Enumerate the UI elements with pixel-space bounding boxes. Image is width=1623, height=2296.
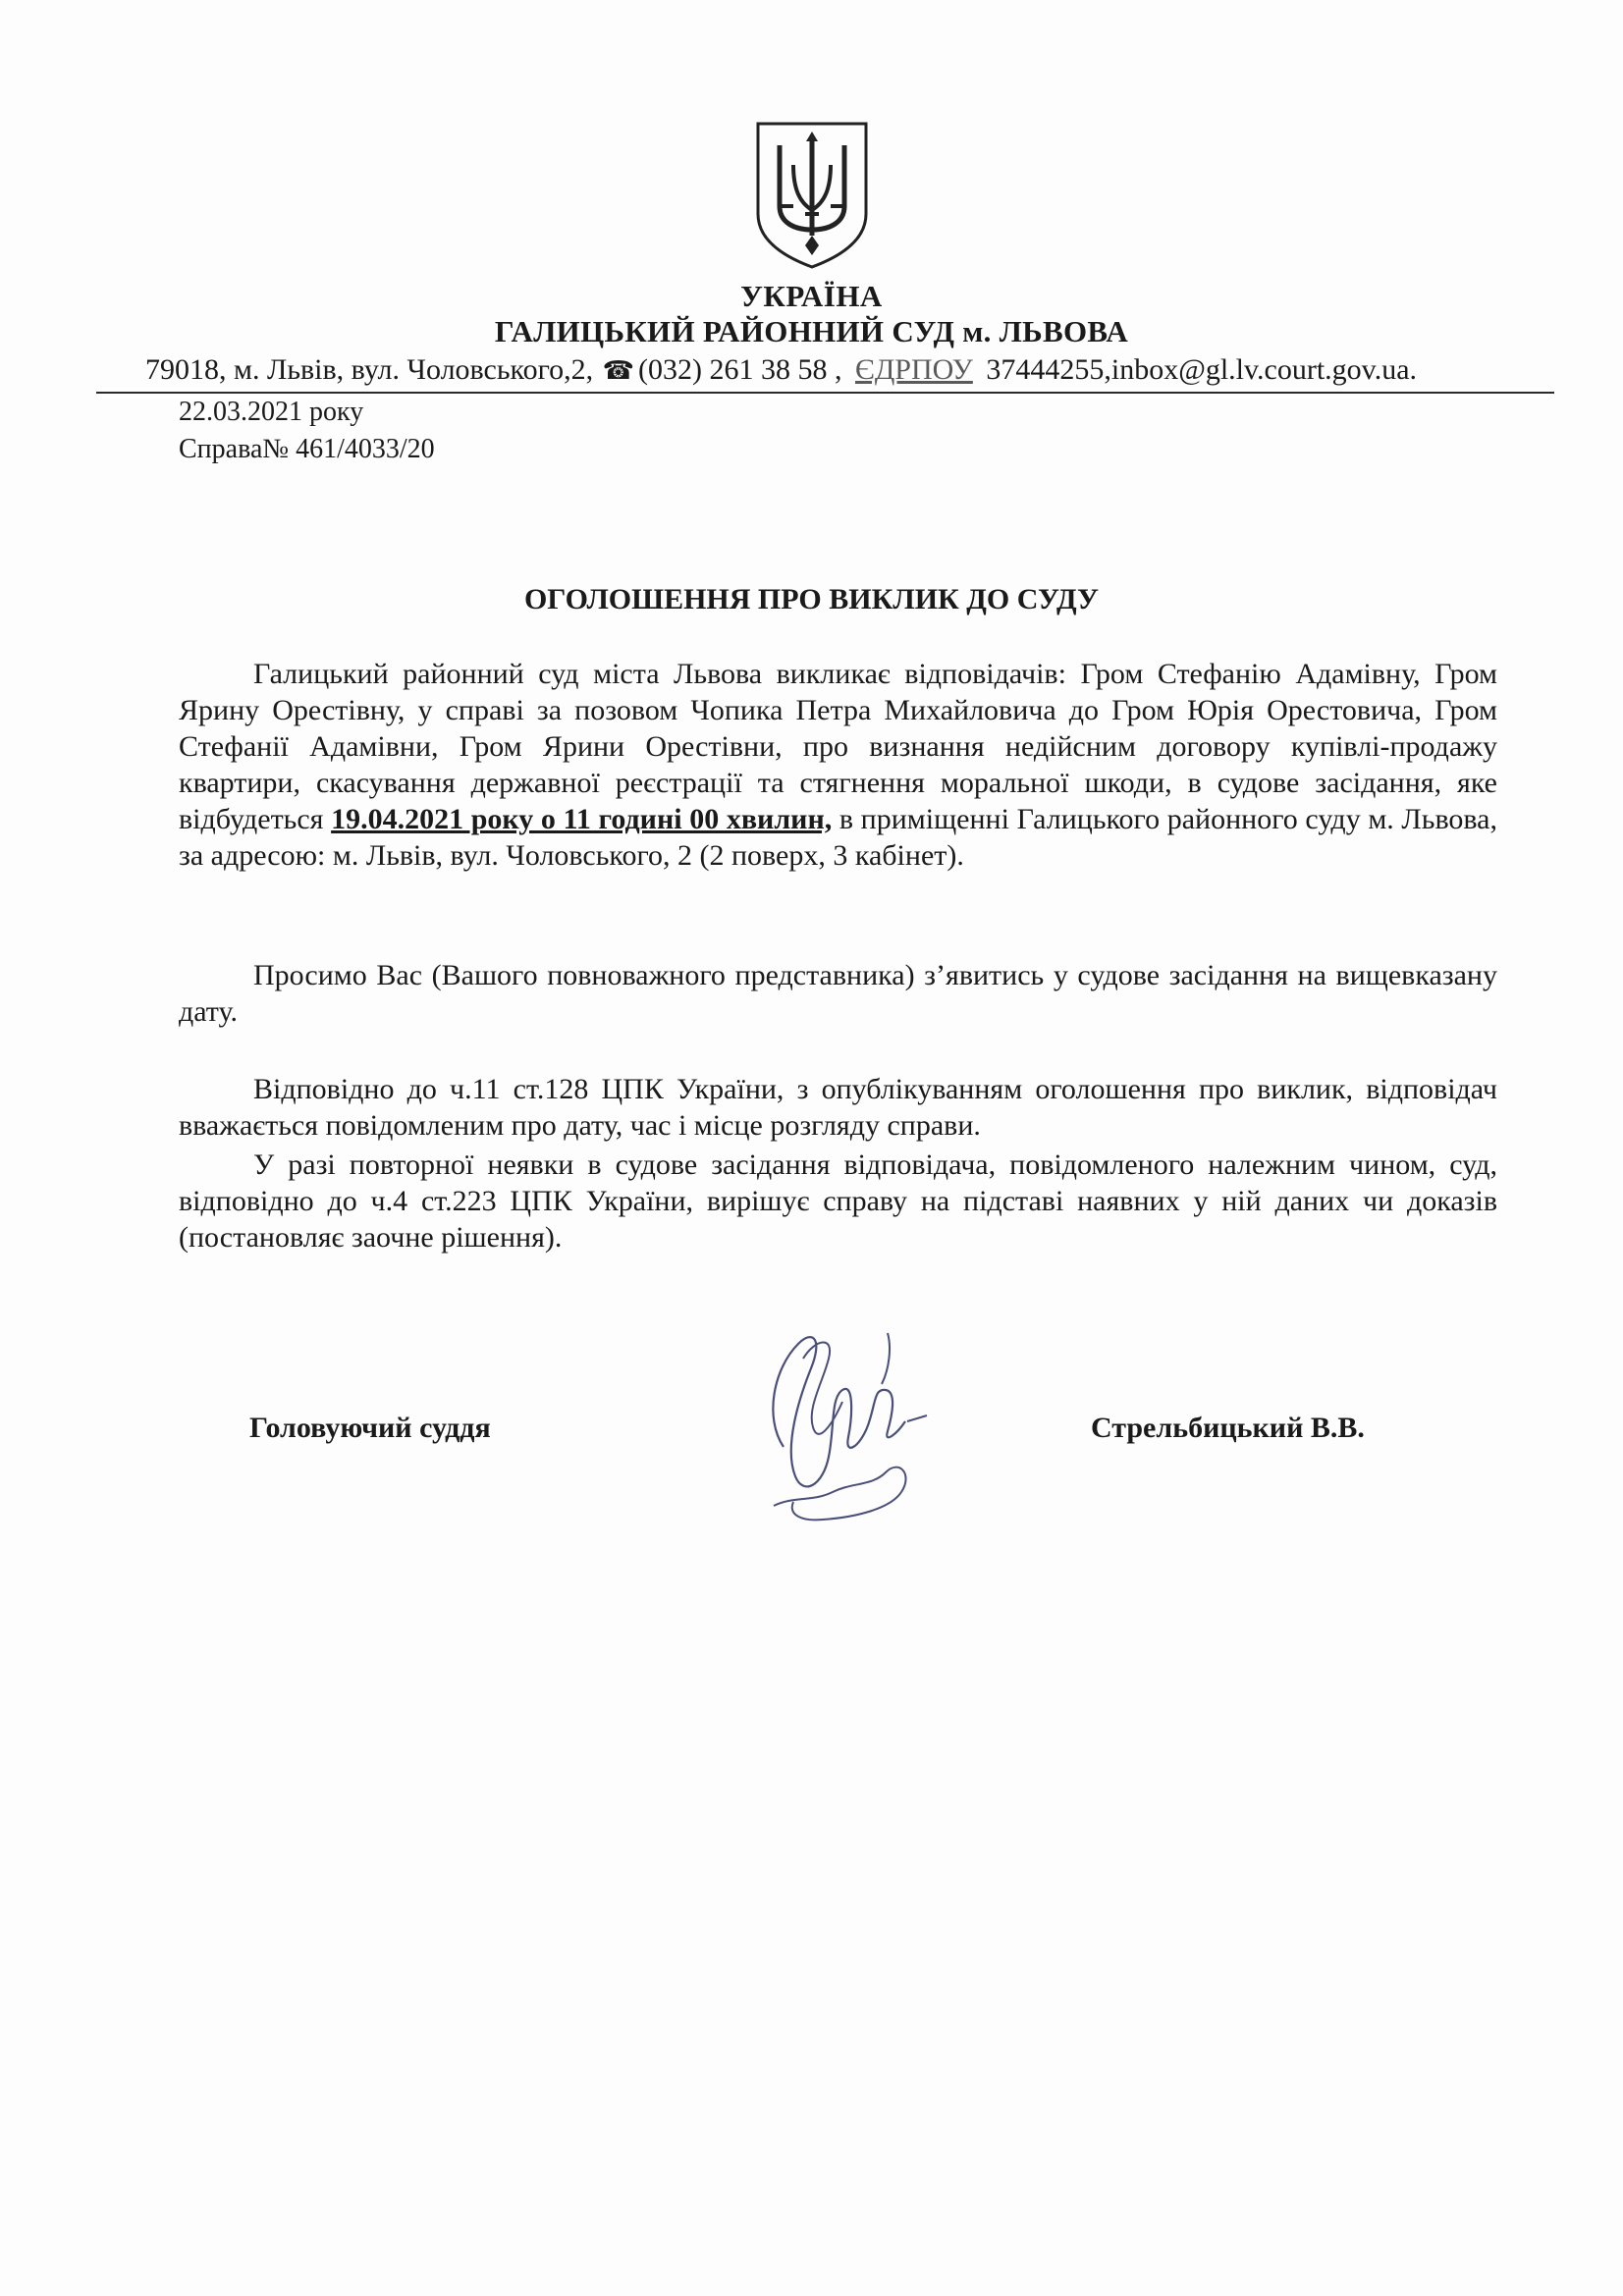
notice-paragraph-3: Відповідно до ч.11 ст.128 ЦПК України, з опублікуванням оголошення про виклик, відповідач вважається повідомленим про дату, час і місце розгляду справи. [179,1073,1497,1142]
case-number: Справа№ 461/4033/20 [179,434,435,464]
trident-icon [754,120,870,269]
hearing-datetime: 19.04.2021 року о 11 годині 00 хвилин, [331,803,833,835]
document-date: 22.03.2021 року [179,397,364,427]
notice-paragraph-2: Просимо Вас (Вашого повноважного представника) з’явитись у судове засідання на вищевказану дату. [179,959,1497,1028]
phone-icon: ☎ [602,356,635,385]
handwritten-signature [705,1300,941,1535]
edrpou-label: ЄДРПОУ [855,353,973,386]
paragraph-1-text-end: в приміщенні Галицького районного суду м. Львова, за адресою: м. Львів, вул. Чоловського, 2 (2 поверх, 3 кабінет). [179,803,1497,872]
header-contacts [145,353,1559,387]
signature-role: Головуючий суддя [249,1412,491,1444]
notice-title: ОГОЛОШЕННЯ ПРО ВИКЛИК ДО СУДУ [523,583,1100,615]
paragraph-1-text: Галицький районний суд міста Львова викликає відповідачів: Гром Стефанію Адамівну, Гром Ярину Орестівну, у справі за позовом Чопика Петра Михайловича до Гром Юрія Орестовича, Гром Стефанії Адамівни, Гром Ярини Орестівни, про визнання недійсним договору купівлі-продажу квартири, скасування державної реєстрації та стягнення моральної шкоди, в судове засідання, яке відбудеться [179,658,1497,835]
notice-paragraph-4: У разі повторної неявки в судове засідання відповідача, повідомленого належним чином, суд, відповідно до ч.4 ст.223 ЦПК України, вирішує справу на підставі наявних у ній даних чи доказів (постановляє заочне рішення). [179,1148,1497,1254]
header-country: УКРАЇНА [740,279,883,313]
header-court-name: ГАЛИЦЬКИЙ РАЙОННИЙ СУД м. ЛЬВОВА [494,314,1129,348]
edrpou-email: 37444255,inbox@gl.lv.court.gov.ua. [986,353,1418,386]
court-phone: (032) 261 38 58 , [638,353,842,386]
judge-name: Стрельбицький В.В. [1091,1412,1365,1444]
court-address: 79018, м. Львів, вул. Чоловського,2, [145,353,594,386]
header-divider [96,392,1554,394]
notice-paragraph-1 [179,656,1497,874]
